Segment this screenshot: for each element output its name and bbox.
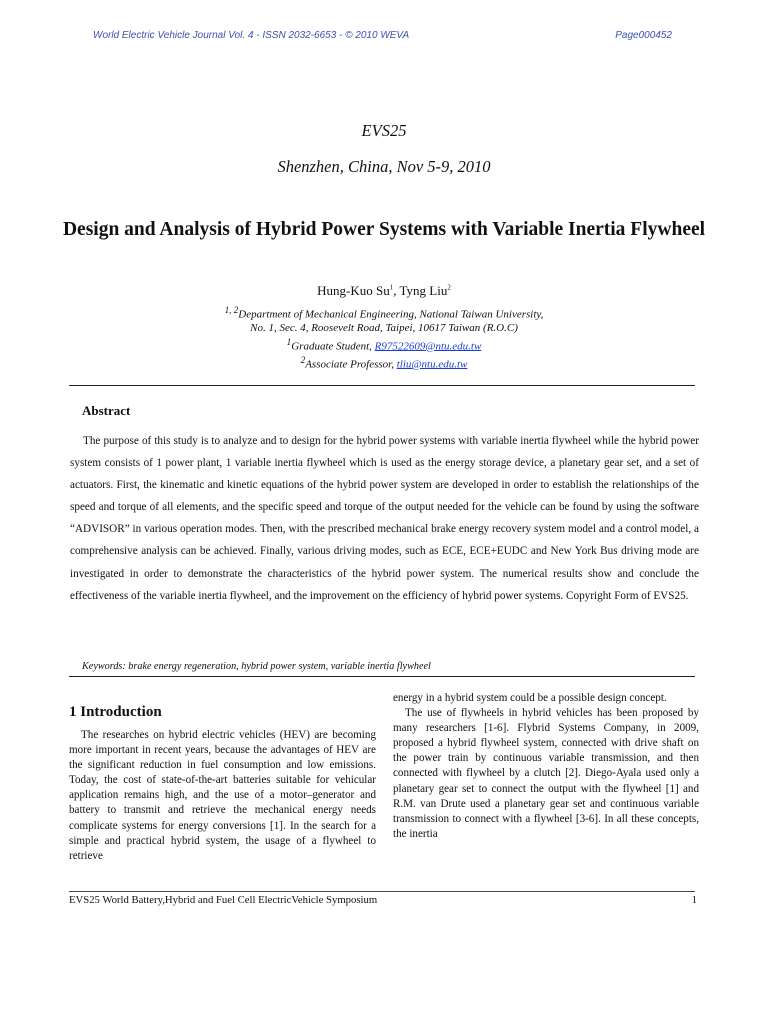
- intro-right-paragraph-1: energy in a hybrid system could be a possible design concept.: [393, 692, 667, 704]
- student-email-link[interactable]: R97522609@ntu.edu.tw: [374, 340, 482, 353]
- author-2-sup: 2: [447, 283, 451, 292]
- author-separator: ,: [393, 283, 400, 298]
- affiliation-address: No. 1, Sec. 4, Roosevelt Road, Taipei, 10617 Taiwan (R.O.C): [250, 322, 518, 335]
- affiliation-professor: [0, 354, 768, 372]
- affiliation-department-sup: 1, 2: [224, 305, 239, 315]
- affiliation-student: [0, 336, 768, 354]
- footer-divider: [69, 891, 695, 892]
- affiliation-department-text: Department of Mechanical Engineering, National Taiwan University,: [238, 308, 544, 321]
- author-1-sup: 1: [389, 283, 394, 292]
- header-divider: [69, 385, 695, 386]
- intro-left-column: The researches on hybrid electric vehicles (HEV) are becoming more important in recent years, because the advantages of HEV are the significant reduction in fuel consumption and low emissions. Today, the cost of state-of-the-art batteries suitable for vehicular application remains high, and the use of a motor–generator and battery to transmit and retrieve the mechanical energy needs complicate systems for energy conversions [1]. In the search for a simple and practical hybrid system, the usage of a flywheel to retrieve: [69, 729, 376, 862]
- conference-location-date: Shenzhen, China, Nov 5-9, 2010: [277, 157, 491, 176]
- intro-right-column: [393, 691, 699, 842]
- conference-name: EVS25: [361, 121, 407, 140]
- footer-page-number: 1: [691, 894, 697, 906]
- affiliation-student-label: Graduate Student,: [291, 340, 375, 353]
- professor-email-link[interactable]: tliu@ntu.edu.tw: [396, 358, 468, 371]
- affiliation-professor-sup: 2: [300, 354, 306, 365]
- author-2: Tyng Liu: [399, 283, 448, 298]
- page-id: Page000452: [615, 30, 672, 41]
- affiliations: [0, 304, 768, 372]
- abstract-body: The purpose of this study is to analyze and to design for the hybrid power systems with variable inertia flywheel while the hybrid power system consists of 1 power plant, 1 variable inertia flywheel which is used as the energy storage device, a planetary gear set, and a set of actuators. First, the kinematic and kinetic equations of the hybrid power system are developed in order to establish the relationships of the speed and torque of all elements, and the specific speed and torque of the output needed for the vehicle can be found by using the software “ADVISOR” in various operation modes. Then, with the prescribed mechanical brake energy recovery system model and a control model, a comprehensive analysis can be achieved. Finally, various driving modes, such as ECE, ECE+EUDC and New York Bus driving mode are investigated in order to demonstrate the characteristics of the hybrid power system. The numerical results show and conclude the effectiveness of the variable inertia flywheel, and the improvement on the efficiency of hybrid power systems. Copyright Form of EVS25.: [70, 435, 699, 602]
- keywords-divider: [69, 676, 695, 677]
- affiliation-department: [0, 304, 768, 322]
- author-line: [0, 283, 768, 299]
- paper-title: Design and Analysis of Hybrid Power Systems with Variable Inertia Flywheel: [62, 219, 706, 240]
- abstract-heading: Abstract: [82, 403, 131, 418]
- intro-right-paragraph-2: The use of flywheels in hybrid vehicles has been proposed by many researchers [1-6]. Flybrid Systems Company, in 2009, proposed a hybrid flywheel system, connected with drive shaft on the power train by continuous variable transmission, and then connected with flywheel by a clutch [2]. Diego-Ayala used only a planetary gear set to connect the output with the flywheel [1] and R.M. van Drute used a planetary gear set and continuous variable transmission to connect with a flywheel [3-6]. In all these concepts, the inertia: [393, 707, 699, 840]
- journal-header: World Electric Vehicle Journal Vol. 4 - ISSN 2032-6653 - © 2010 WEVA: [93, 30, 410, 41]
- author-1: Hung-Kuo Su: [317, 283, 390, 298]
- affiliation-student-sup: 1: [286, 336, 292, 347]
- affiliation-professor-label: Associate Professor,: [305, 358, 397, 371]
- keywords: Keywords: brake energy regeneration, hybrid power system, variable inertia flywheel: [82, 661, 431, 672]
- footer-symposium: EVS25 World Battery,Hybrid and Fuel Cell ElectricVehicle Symposium: [69, 894, 378, 906]
- section-heading-introduction: 1 Introduction: [69, 704, 162, 720]
